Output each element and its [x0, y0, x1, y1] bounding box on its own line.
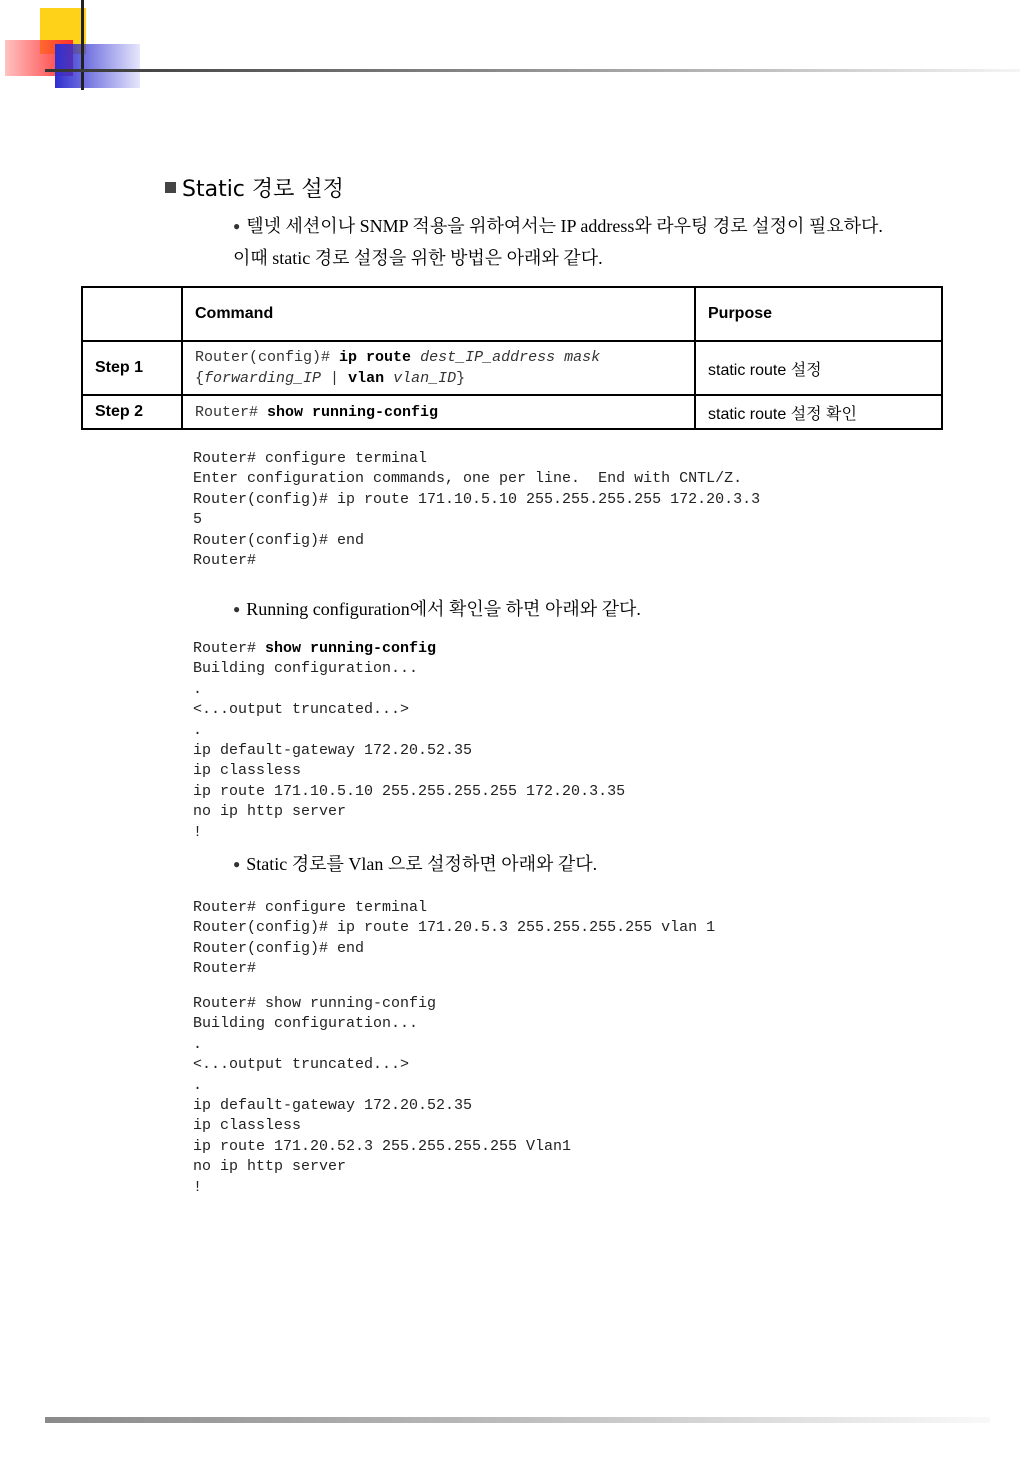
step1-label: Step 1	[82, 341, 182, 395]
code2-prompt: Router#	[193, 640, 266, 657]
logo-vertical-line	[81, 0, 84, 90]
step2-command	[182, 395, 695, 429]
step1-purpose: static route 설정	[695, 341, 942, 395]
command-header: Command	[182, 287, 695, 341]
brace-close: }	[456, 370, 466, 387]
step2-prompt: Router#	[195, 403, 268, 421]
logo-blue-square	[55, 44, 140, 88]
code-block-configure: Router# configure terminal Enter configuration commands, one per line. End with CNTL/Z. Router(config)# ip route 171.10.5.10 255.255.255.255 172.20.3.3 5 Router(config)# end Router#	[193, 450, 761, 570]
step1-arg-dest: dest_IP_address mask	[420, 349, 601, 366]
purpose-header: Purpose	[695, 287, 942, 341]
bullet-vlan-static	[233, 850, 597, 876]
step1-keyword-ip-route: ip route	[339, 349, 412, 366]
code-block-vlan-show-config: Router# show running-config Building configuration... . <...output truncated...> . ip default-gateway 172.20.52.35 ip classless ip route 171.20.52.3 255.255.255.255 Vlan1 no ip http server !	[193, 995, 572, 1196]
step2-purpose: static route 설정 확인	[695, 395, 942, 429]
code-block-vlan-route: Router# configure terminal Router(config)# ip route 171.20.5.3 255.255.255.255 vlan 1 Router(config)# end Router#	[193, 899, 716, 978]
table-header-row	[82, 287, 942, 341]
table-row-step2	[82, 395, 942, 429]
code2-command: show running-config	[265, 640, 437, 657]
code2-output: Building configuration... . <...output truncated...> . ip default-gateway 172.20.52.35 ip classless ip route 171.10.5.10 255.255.255.255 172.20.3.35 no ip http server !	[193, 660, 626, 841]
bullet-running-config	[233, 595, 641, 621]
bullet-icon: ●	[233, 602, 241, 616]
intro-paragraph-line1	[233, 212, 883, 238]
step1-keyword-vlan: vlan	[348, 370, 385, 387]
square-bullet-icon	[165, 182, 176, 193]
step1-prompt: Router(config)#	[195, 349, 340, 366]
code-block-show-config	[193, 639, 625, 843]
bullet-running-config-text: Running configuration에서 확인을 하면 아래와 같다.	[246, 599, 641, 619]
footer-divider	[45, 1417, 990, 1423]
step1-command	[182, 341, 695, 395]
step2-keyword: show running-config	[267, 403, 439, 421]
step2-label: Step 2	[82, 395, 182, 429]
section-title: Static 경로 설정	[182, 177, 344, 202]
step1-arg-vlan-id: vlan_ID	[393, 370, 457, 387]
step1-arg-forwarding: forwarding_IP	[204, 370, 322, 387]
table-corner-cell	[82, 287, 182, 341]
section-heading	[165, 172, 344, 203]
bullet-icon: ●	[233, 857, 241, 871]
intro-text-2: 이때 static 경로 설정을 위한 방법은 아래와 같다.	[233, 248, 603, 268]
intro-text-1: 텔넷 세션이나 SNMP 적용을 위하여서는 IP address와 라우팅 경로 설정이 필요하다.	[246, 216, 883, 236]
command-table	[81, 286, 943, 430]
brace-open: {	[195, 370, 205, 387]
table-row-step1	[82, 341, 942, 395]
intro-paragraph-line2	[233, 244, 603, 270]
header-divider	[45, 69, 1020, 72]
pipe-separator: |	[321, 370, 349, 387]
bullet-vlan-static-text: Static 경로를 Vlan 으로 설정하면 아래와 같다.	[246, 854, 598, 874]
bullet-icon: ●	[233, 219, 241, 233]
